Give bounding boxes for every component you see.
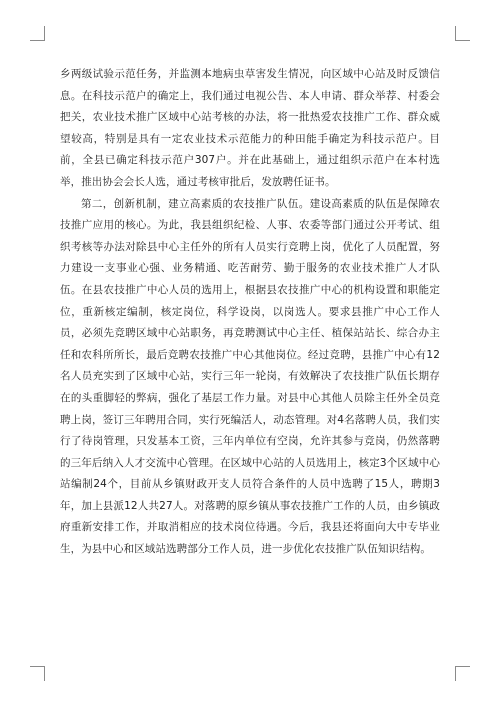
paragraph-demonstration-households: 乡两级试验示范任务，并监测本地病虫草害发生情况，向区域中心站及时反馈信息。在科技示范户的确定上，我们通过电视公告、本人申请、群众举荐、村委会把关，农业技术推广区域中心站考核的办法，将一批热爱农技推广工作、群众威望较高，特别是具有一定农业技术示范能力的种田能手确定为科技示范户。目前，全县已确定科技示范户307户。并在此基础上，通过组织示范户在本村选举，推出协会会长人选，通过考核审批后，发放聘任证书。 xyxy=(60,68,440,188)
crop-mark-bottom-right xyxy=(455,666,470,681)
crop-mark-top-right xyxy=(455,26,470,41)
crop-mark-top-left xyxy=(30,26,45,41)
crop-mark-bottom-left xyxy=(30,666,45,681)
document-body xyxy=(60,64,440,561)
paragraph-mechanism-innovation: 第二，创新机制，建立高素质的农技推广队伍。建设高素质的队伍是保障农技推广应用的核心。为此，我县组织纪检、人事、农委等部门通过公开考试、组织考核等办法对除县中心主任外的所有人员实行竞聘上岗，优化了人员配置，努力建设一支事业心强、业务精通、吃苦耐劳、勤于服务的农业技术推广人才队伍。在县农技推广中心人员的选用上，根据县农技推广中心的机构设置和职能定位，重新核定编制，核定岗位，科学设岗，以岗选人。要求县推广中心工作人员，必须先竞聘区域中心站职务，再竞聘测试中心主任、植保站站长、综合办主任和农科所所长，最后竞聘农技推广中心其他岗位。经过竞聘，县推广中心有12名人员充实到了区域中心站，实行三年一轮岗，有效解决了农技推广队伍长期存在的头重脚轻的弊病，强化了基层工作力量。对县中心其他人员除主任外全员竞聘上岗，签订三年聘用合同，实行死编活人，动态管理。对4名落聘人员，我们实行了待岗管理，只发基本工资，三年内单位有空岗，允许其参与竞岗，仍然落聘的三年后纳入人才交流中心管理。在区域中心站的人员选用上，核定3个区域中心站编制24个，目前从乡镇财政开支人员符合条件的人员中选聘了15人，聘期3年，加上县派12人共27人。对落聘的原乡镇从事农技推广工作的人员，由乡镇政府重新安排工作，并取消相应的技术岗位待遇。今后，我县还将面向大中专毕业生，为县中心和区域站选聘部分工作人员，进一步优化农技推广队伍知识结构。 xyxy=(60,197,440,556)
